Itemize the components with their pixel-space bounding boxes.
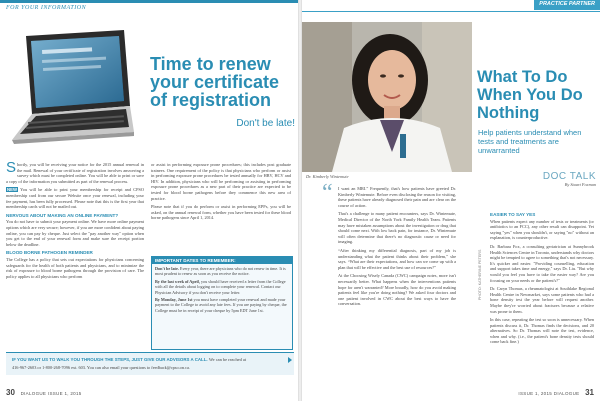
byline: By Stuart Foxman (564, 182, 596, 187)
subheadline: Don't be late! (236, 118, 295, 129)
headline: Time to renew your certificate of registration (150, 54, 280, 110)
new-tag: NEW (7, 187, 18, 193)
doc-talk-badge (531, 171, 596, 187)
blood-borne-text: The College has a policy that sets out expectations for physicians concerning safeguards for the health of both patients and physicians, and to minimize the risk of exposure to blood borne pathogens through the provision of care. The policy applies to all physicians who perform (6, 256, 144, 279)
left-column-2 (151, 162, 291, 224)
important-dates-heading: IMPORTANT DATES TO REMEMBER: (152, 257, 292, 264)
arrow-right-icon (288, 357, 292, 363)
page-number: 30 (6, 388, 15, 397)
paragraph-2: That's a challenge to many patient encounters, says Dr. Wintemute, Medical Director of the North York Family Health Team. Patients may have mistaken assumptions about the investigation or drug that should come next. With low back pain, for instance, Dr. Wintemute will often determine that there's no diagnostic cause or need for imaging. (338, 211, 456, 245)
contact-heading: IF YOU WANT US TO WALK YOU THROUGH THE STEPS, JUST GIVE OUR ADVISORS A CALL. (12, 357, 208, 362)
left-page (0, 0, 298, 401)
publication-name: DIALOGUE (20, 391, 47, 396)
col2-paragraph-2: Dr. Barbara Fox, a consulting geriatrician at Sunnybrook Health Sciences Centre in Toronto, understands why doctors might be tempted to agree to something that's not necessary. It's quicker and easier. "Providing counselling, education and support takes time and energy," says Dr. Liu. "But why would you feel you have to take the easier way? Are you focusing on your needs or the patient's?" (490, 243, 594, 283)
page-number: 31 (585, 388, 594, 397)
contact-heading-tail: We can be reached at (208, 357, 247, 362)
subhead-blood-borne: BLOOD BORNE PATHOGEN REMINDER (6, 250, 93, 256)
subhead-online-payment: NERVOUS ABOUT MAKING AN ONLINE PAYMENT? (6, 212, 119, 218)
contact-banner (6, 352, 294, 375)
paragraph-3: “After thinking my differential diagnosis, part of my job is understanding what the patient thinks about their problem,” she says. “What are their expectations, and how can we come up with a plan that will be effective and the best use of resources?” (338, 247, 456, 270)
epp-text: or assist in performing exposure prone procedures; this includes post graduate trainees. One requirement of the policy is that physicians who perform or assist in performing exposure prone procedures be tested annually for HBV, HCV and HIV. In addition, physicians who will be performing or assisting in performing exposure prone procedures as a new part of their practice are expected to be tested for blood borne pathogens before they commence this new area of practice. (151, 162, 291, 201)
right-column-2 (490, 210, 594, 348)
notice-lead-3: By Monday, June 1st (155, 297, 193, 303)
dropcap: S (6, 159, 17, 176)
photo-caption: Dr. Kimberly Wintemute (306, 174, 349, 179)
important-dates-box (151, 256, 293, 350)
notice-text-1: Every year, there are physicians who do not renew in time. It is most prudent to renew as soon as you receive the notice. (155, 266, 286, 277)
right-column-1 (338, 186, 456, 310)
left-column-1 (6, 159, 144, 282)
headline: What To Do When You Do Nothing (477, 68, 583, 122)
col2-paragraph-1: When patients expect any number of tests or treatments (or antibiotics to an FCC), any other result can disappoint. Yet saying "yes" when you shouldn't, or saying "no" without an explanation, is counterproductive. (490, 218, 594, 241)
issue-label: ISSUE 1, 2015 (518, 391, 553, 396)
col2-paragraph-4: In this case, repeating the test so soon is unnecessary. When patients discuss it, Dr. Thomas finds the decisions, and 20 alternatives. So Dr. Thomas will note the test, evidence, when and why. (i.e., the patient's bone density tests should come back fine.) (490, 317, 594, 345)
online-payment-text: You do not have to submit your payment online. We have more online payment options which are very secure; however, if you are more confident about paying online, you can pay by cheque. Just select the "pay another way" option when you get to the end of your renewal form and make sure the receipt portion below the deadline. (6, 219, 144, 247)
photo-credit: PHOTO: KATHERINE PETERS (478, 249, 482, 300)
paragraph-4: At the Choosing Wisely Canada (CWC) campaign notes, more isn't necessarily better. What happens when the interventions patients hope for aren't warranted? More broadly, how do you avoid making patients feel like you're doing nothing? We asked four doctors and one patient involved in CWC about the best ways to have the conversation. (338, 273, 456, 307)
section-label: PRACTICE PARTNER (539, 1, 595, 7)
right-footer (518, 388, 594, 397)
section-label: FOR YOUR INFORMATION (6, 5, 87, 11)
right-page (302, 0, 600, 401)
issue-label: ISSUE 1, 2015 (47, 391, 82, 396)
subhead-easier-to-say-yes: EASIER TO SAY YES (490, 212, 536, 217)
subheadline: Help patients understand when tests and treatments are unwarranted (478, 128, 582, 155)
open-quote-mark: “ (322, 180, 333, 206)
doc-talk-label: DOC TALK (542, 171, 596, 182)
intro-text: I want an MRI.” Frequently, that's how patients have greeted Dr. Kimberly Wintemute. Before even disclosing the reason for visiting, these patients have already diagnosed their pain and are clear on the course of action. (338, 186, 456, 208)
left-footer (6, 388, 82, 397)
col2-paragraph-3: Dr. Caryn Thomas, a rheumatologist at Southlake Regional Health Centre in Newmarket, says some patients who had a bone density test the year before will request another. Maybe they're worried about fractures because a relative was prone to them. (490, 286, 594, 314)
laptop-illustration (6, 28, 138, 148)
new-text: You will be able to print your membership for receipt and CPSO membership card from our secure Website once your renewal, including your fee payment, has been fully processed. Please note that this is the first year that membership cards will not be mailed out. (6, 187, 144, 210)
notice-lead-1: Don't be late. (155, 266, 179, 271)
notice-lead-2: By the last week of April, (155, 278, 200, 284)
doctor-portrait-photo (302, 22, 472, 172)
intro-text: hortly, you will be receiving your notice for the 2015 annual renewal in the mail. Renewal of your certificate of registration involves answering a survey which must be completed online. You will be able to print or save a copy of the information you submitted as part of the renewal process. (6, 162, 144, 184)
contact-details: 416-967-2603 or 1-800-268-7096 ext. 603. You can also email your questions to feedback@cpso.on.ca. (12, 365, 190, 370)
section-label-bar (0, 0, 298, 15)
epp-note: Please note that if you do perform or assist in performing EPPs, you will be asked, on the annual renewal form, whether you have been tested for these blood borne pathogens since April 1, 2014. (151, 204, 291, 221)
publication-name: DIALOGUE (553, 391, 580, 396)
notice-text-2: you should have received a letter from the College with all the details about logging on to complete your renewal. Contact our Physician Advisory if you don't receive your letter. (155, 278, 286, 295)
section-label-bar (302, 0, 600, 12)
notice-text-3: you must have completed your renewal and made your payment to the College to avoid any late fees. If you are paying by cheque, the College must be in receipt of your cheque by 5pm EDT June 1st. (155, 297, 287, 313)
